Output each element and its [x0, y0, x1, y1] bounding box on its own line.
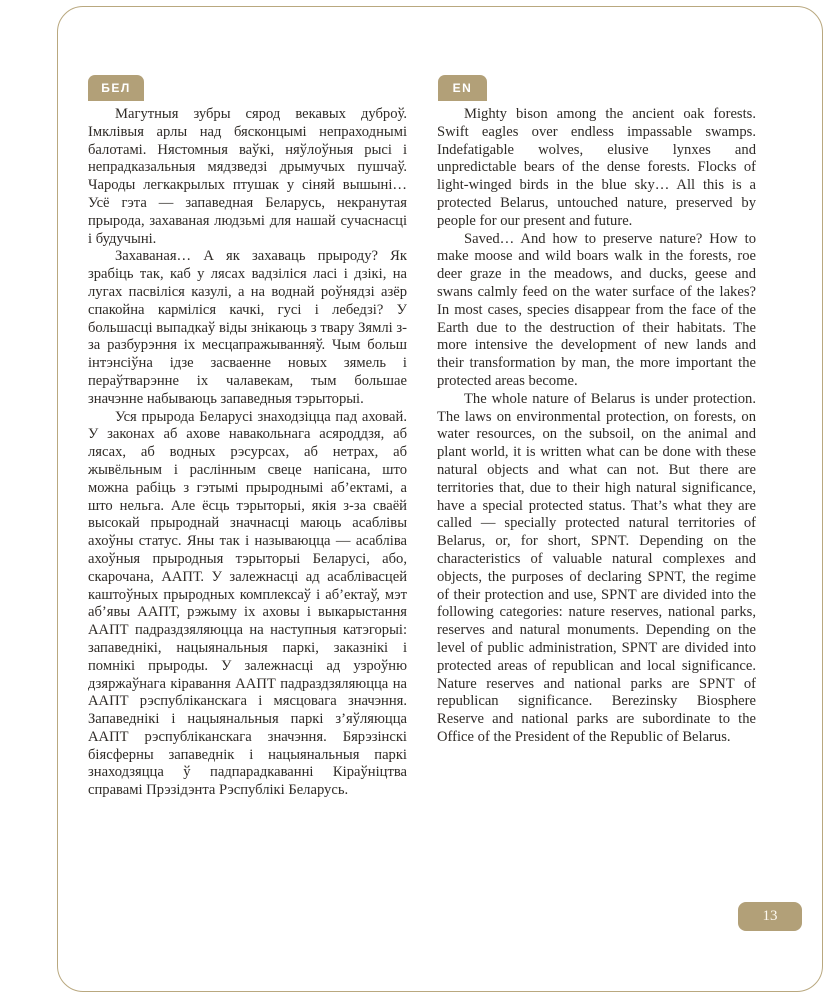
column-english	[437, 106, 756, 747]
paragraph: Уся прырода Беларусі знаходзіцца пад аховай. У законах аб ахове навакольнага асяроддзя, аб лясах, аб водных рэсурсах, аб нетрах, аб жывёльным і раслінным свеце напісана, што можна рабіць з гэтымі прыроднымі аб’ектамі, а што нельга. Але ёсць тэрыторыі, якія з-за сваёй высокай прыроднай значнасці маюць асаблівы ахоўны статус. Яны так і называюцца — асабліва ахоўныя прыродныя тэрыторыі Беларусі, або, скарочана, ААПТ. У залежнасці ад асаблівасцей каштоўных прыродных комплексаў і аб’ектаў, мэт аб’явы ААПТ, рэжыму іх аховы і выкарыстання ААПТ падраздзяляюцца на наступныя катэгорыі: запаведнікі, нацыянальныя паркі, заказнікі і помнікі прыроды. У залежнасці ад узроўню дзяржаўнага кіравання ААПТ падраздзяляюцца на ААПТ рэспубліканскага і мясцовага значэння. Запаведнікі і нацыянальныя паркі з’яўляюцца ААПТ рэспубліканскага значэння. Бярэзінскі біясферны запаведнік і нацыянальныя паркі знаходзяцца ў падпарадкаванні Кіраўніцтва справамі Прэзідэнта Рэспублікі Беларусь.	[88, 408, 407, 799]
column-belarusian	[88, 106, 407, 800]
paragraph: Mighty bison among the ancient oak forests. Swift eagles over endless impassable swamps. Indefatigable wolves, elusive lynxes and unpredictable bears of the dense forests. Flocks of light-winged birds in the blue sky… All this is a protected Belarus, untouched nature, preserved by people for our present and future.	[437, 106, 756, 229]
paragraph: Магутныя зубры сярод векавых дуброў. Імклівыя арлы над бясконцымі непраходнымі балотамі. Нястомныя ваўкі, няўлоўныя рысі і непрадказальныя мядзведзі дрымучых пушчаў. Чароды легкакрылых птушак у сіняй вышыні… Усё гэта — запаведная Беларусь, некранутая прырода, захаваная людзьмі для нашай сучаснасці і будучыні.	[88, 106, 407, 247]
paragraph: The whole nature of Belarus is under protection. The laws on environmental protection, on forests, on water resources, on the subsoil, on the animal and plant world, it is written what can be done with these natural objects and what can not. But there are territories that, due to their high natural significance, have a special protected status. That’s what they are called — specially protected natural territories of Belarus, or, for short, SPNT. Depending on the characteristics of valuable natural complexes and objects, the purposes of declaring SPNT, the regime of their protection and use, SPNT are divided into the following categories: nature reserves, national parks, reserves and natural monuments. Depending on the level of public administration, SPNT are divided into protected areas of republican and local significance. Nature reserves and national parks are SPNT of republican significance. Berezinsky Biosphere Reserve and national parks are subordinate to the Office of the President of the Republic of Belarus.	[437, 390, 756, 745]
page-number: 13	[738, 902, 802, 931]
tab-belarusian: БЕЛ	[88, 75, 144, 101]
paragraph: Захаваная… А як захаваць прыроду? Як зрабіць так, каб у лясах вадзіліся ласі і дзікі, на лугах пасвіліся казулі, а на воднай роўнядзі азёр спакойна карміліся качкі, гусі і лебедзі? У большасці выпадкаў віды знікаюць з твару Зямлі з-за разбурэння іх месцапражыванняў. Чым больш інтэнсіўна ідзе засваенне новых зямель і пераўтварэнне іх чалавекам, тым большае значэнне набываюць запаведныя тэрыторыі.	[88, 248, 407, 407]
paragraph: Saved… And how to preserve nature? How to make moose and wild boars walk in the forests, roe deer graze in the meadows, and ducks, geese and swans calmly feed on the water surface of the lakes? In most cases, species disappear from the face of the Earth due to the destruction of their habitats. The more intensive the development of new lands and their transformation by man, the more important the protected areas become.	[437, 230, 756, 389]
tab-english: EN	[438, 75, 487, 101]
